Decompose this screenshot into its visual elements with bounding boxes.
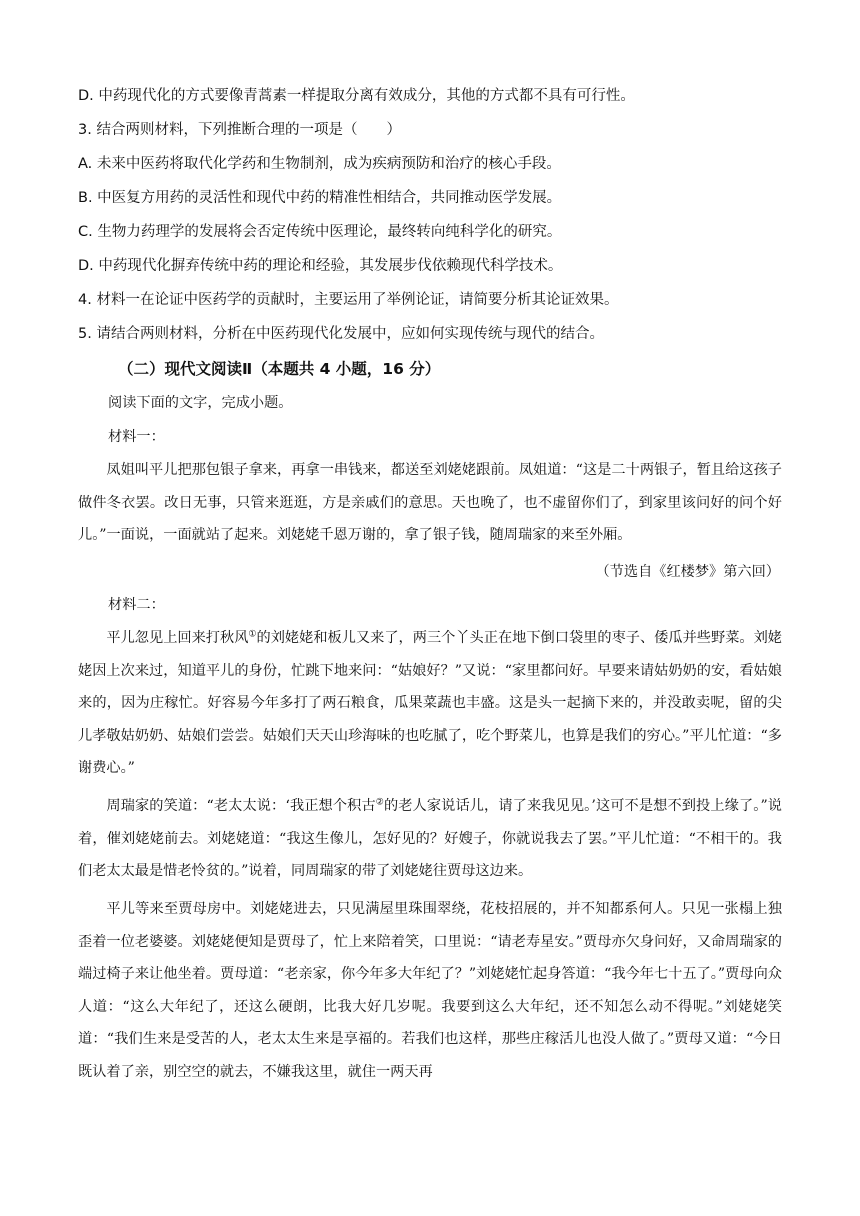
material-1-source: （节选自《红楼梦》第六回）: [595, 564, 780, 580]
paragraph-text: 周瑞家的笑道：“老太太说：‘我正想个积古: [106, 798, 376, 814]
material-2-paragraph-1: [78, 622, 782, 785]
question-5: 5. 请结合两则材料，分析在中医药现代化发展中，应如何实现传统与现代的结合。: [78, 326, 604, 342]
material-2-paragraph-3: 平儿等来至贾母房中。刘姥姥进去，只见满屋里珠围翠绕，花枝招展的，并不知都系何人。只见一张榻上独歪着一位老婆婆。刘姥姥便知是贾母了，忙上来陪着笑，口里说：“请老寿星安。”贾母亦欠身问好，又命周瑞家的端过椅子来让他坐着。贾母道：“老亲家，你今年多大年纪了？”刘姥姥忙起身答道：“我今年七十五了。”贾母向众人道：“这么大年纪了，还这么硬朗，比我大好几岁呢。我要到这么大年纪，还不知怎么动不得呢。”刘姥姥笑道：“我们生来是受苦的人，老太太生来是享福的。若我们也这样，那些庄稼活儿也没人做了。”贾母又道：“今日既认着了亲，别空空的就去，不嫌我这里，就住一两天再: [78, 901, 782, 1080]
option-d-previous: D. 中药现代化的方式要像青蒿素一样提取分离有效成分，其他的方式都不具有可行性。: [78, 88, 635, 104]
question-4: 4. 材料一在论证中医药学的贡献时，主要运用了举例论证，请简要分析其论证效果。: [78, 292, 619, 308]
question-3-option-d: D. 中药现代化摒弃传统中药的理论和经验，其发展步伐依赖现代科学技术。: [78, 258, 563, 274]
paragraph-text: 平儿忽见上回来打秋风: [106, 630, 249, 646]
question-3-option-b: B. 中医复方用药的灵活性和现代中药的精准性相结合，共同推动医学发展。: [78, 190, 562, 206]
paragraph-text: 的刘姥姥和板儿又来了，两三个丫头正在地下倒口袋里的枣子、倭瓜并些野菜。刘姥姥因上次来过，知道平儿的身份，忙跳下地来问：“姑娘好？”又说：“家里都问好。早要来请姑奶奶的安，看姑娘来的，因为庄稼忙。好容易今年多打了两石粮食，瓜果菜蔬也丰盛。这是头一起摘下来的，并没敢卖呢，留的尖儿孝敬姑奶奶、姑娘们尝尝。姑娘们天天山珍海味的也吃腻了，吃个野菜儿，也算是我们的穷心。”平儿忙道：“多谢费心。”: [78, 630, 782, 776]
section-heading: （二）现代文阅读Ⅱ（本题共 4 小题，16 分）: [118, 360, 441, 378]
material-1-text: 凤姐叫平儿把那包银子拿来，再拿一串钱来，都送至刘姥姥跟前。凤姐道：“这是二十两银子，暂且给这孩子做件冬衣罢。改日无事，只管来逛逛，方是亲戚们的意思。天也晚了，也不虚留你们了，到家里该问好的问个好儿。”一面说，一面就站了起来。刘姥姥千恩万谢的，拿了银子钱，随周瑞家的来至外厢。: [78, 462, 782, 543]
question-3: 3. 结合两则材料，下列推断合理的一项是（ ）: [78, 122, 401, 138]
paragraph-text: 的老人家说话儿，请了来我见见。’这可不是想不到投上缘了。”说着，催刘姥姥前去。刘姥姥道：“我这生像儿，怎好见的？好嫂子，你就说我去了罢。”平儿忙道：“不相干的。我们老太太最是惜老怜贫的。”说着，同周瑞家的带了刘姥姥往贾母这边来。: [78, 798, 782, 879]
footnote-marker: ①: [248, 629, 257, 640]
footnote-marker: ②: [375, 797, 384, 808]
material-1-label: 材料一：: [108, 429, 165, 445]
question-3-option-a: A. 未来中医药将取代化学药和生物制剂，成为疾病预防和治疗的核心手段。: [78, 156, 561, 172]
section-instruction: 阅读下面的文字，完成小题。: [108, 395, 293, 411]
question-3-option-c: C. 生物力药理学的发展将会否定传统中医理论，最终转向纯科学化的研究。: [78, 224, 562, 240]
material-2-paragraph-2: [78, 790, 782, 888]
material-2-label: 材料二：: [108, 597, 165, 613]
